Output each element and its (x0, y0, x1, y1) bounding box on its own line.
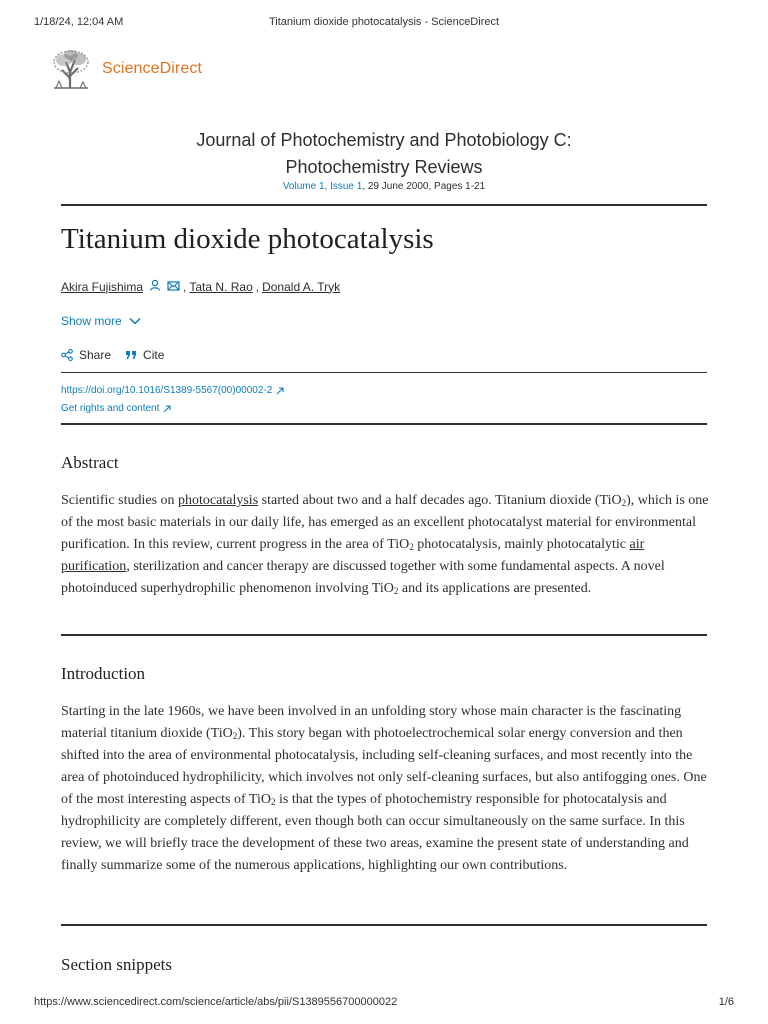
external-link-icon (163, 405, 171, 413)
article-actions (61, 348, 178, 362)
cite-label: Cite (143, 348, 165, 362)
abstract-heading: Abstract (61, 453, 119, 472)
print-url: https://www.sciencedirect.com/science/article/abs/pii/S1389556700000022 (34, 996, 398, 1008)
journal-title-line1[interactable]: Journal of Photochemistry and Photobiology C: (196, 130, 572, 150)
author-link[interactable]: Donald A. Tryk (262, 279, 341, 294)
air-purification-link[interactable]: air purification (61, 537, 645, 574)
quote-icon (125, 350, 137, 360)
show-more-label: Show more (61, 314, 122, 328)
introduction-text: Starting in the late 1960s, we have been involved in an unfolding story whose main character is the fascinating material titanium dioxide (TiO$_2$). This story began with photoelectrochemical solar energy conversion and then shifted into the area of environmental photocatalysis, including self-cleaning surfaces, and most recently into the area of photoinduced hydrophilicity, which involves not only self-cleaning surfaces, but also antifogging ones. One of the most interesting aspects of TiO$_2$ is that the types of photochemistry responsible for photocatalysis and hydrophilicity are completely different, even though both can occur simultaneously on the same surface. In this review, we will briefly trace the development of these two areas, examine the present state of understanding and finally summarize some of the numerous applications, highlighting our own contributions. (61, 704, 707, 873)
divider (61, 634, 707, 636)
author-link[interactable]: Akira Fujishima (61, 279, 144, 294)
doi-text: https://doi.org/10.1016/S1389-5567(00)00002-2 (61, 385, 273, 396)
photocatalysis-link[interactable]: photocatalysis (178, 493, 259, 508)
author-link[interactable]: Tata N. Rao (189, 279, 253, 294)
divider (61, 372, 707, 373)
author-separator: , (255, 279, 260, 294)
volume-issue-link[interactable]: Volume 1, Issue 1 (282, 181, 363, 192)
external-link-icon (276, 387, 284, 395)
doi-link[interactable] (61, 382, 284, 400)
print-date: 1/18/24, 12:04 AM (34, 16, 124, 28)
share-icon (61, 349, 73, 361)
issue-date-pages: , 29 June 2000, Pages 1-21 (362, 181, 486, 192)
share-button[interactable] (61, 348, 111, 362)
print-page-number: 1/6 (718, 996, 734, 1008)
issue-info (0, 181, 768, 192)
divider (61, 204, 707, 206)
rights-text: Get rights and content (61, 403, 160, 414)
cite-button[interactable] (125, 348, 164, 362)
sciencedirect-logo[interactable] (48, 48, 202, 90)
journal-title[interactable] (0, 127, 768, 181)
show-more-button[interactable] (61, 314, 141, 328)
print-page-title: Titanium dioxide photocatalysis - ScienceDirect (268, 16, 500, 28)
author-separator: , (183, 279, 187, 294)
introduction-heading: Introduction (61, 664, 146, 683)
section-snippets-heading: Section snippets (61, 955, 172, 974)
share-label: Share (79, 348, 112, 362)
author-list (61, 279, 340, 294)
elsevier-tree-logo-icon (48, 48, 94, 90)
doi-links (61, 382, 284, 418)
divider (61, 924, 707, 926)
divider (61, 423, 707, 425)
rights-link[interactable] (61, 400, 284, 418)
logo-text: ScienceDirect (102, 60, 203, 77)
journal-title-line2[interactable]: Photochemistry Reviews (285, 157, 483, 177)
person-icon[interactable] (149, 279, 161, 294)
chevron-down-icon (129, 317, 141, 325)
print-footer (34, 996, 734, 1008)
abstract-text: Scientific studies on photocatalysis started about two and a half decades ago. Titanium dioxide (TiO$_2$), which is one of the most basic materials in our daily life, has emerged as an excellent photocatalyst material for environmental purification. In this review, current progress in the area of TiO$_2$ photocatalysis, mainly photocatalytic air purification, sterilization and cancer therapy are discussed together with some fundamental aspects. A novel photoinduced superhydrophilic phenomenon involving TiO$_2$ and its applications are presented. (61, 493, 709, 596)
email-icon[interactable] (167, 280, 180, 294)
article-title: Titanium dioxide photocatalysis (61, 223, 434, 255)
